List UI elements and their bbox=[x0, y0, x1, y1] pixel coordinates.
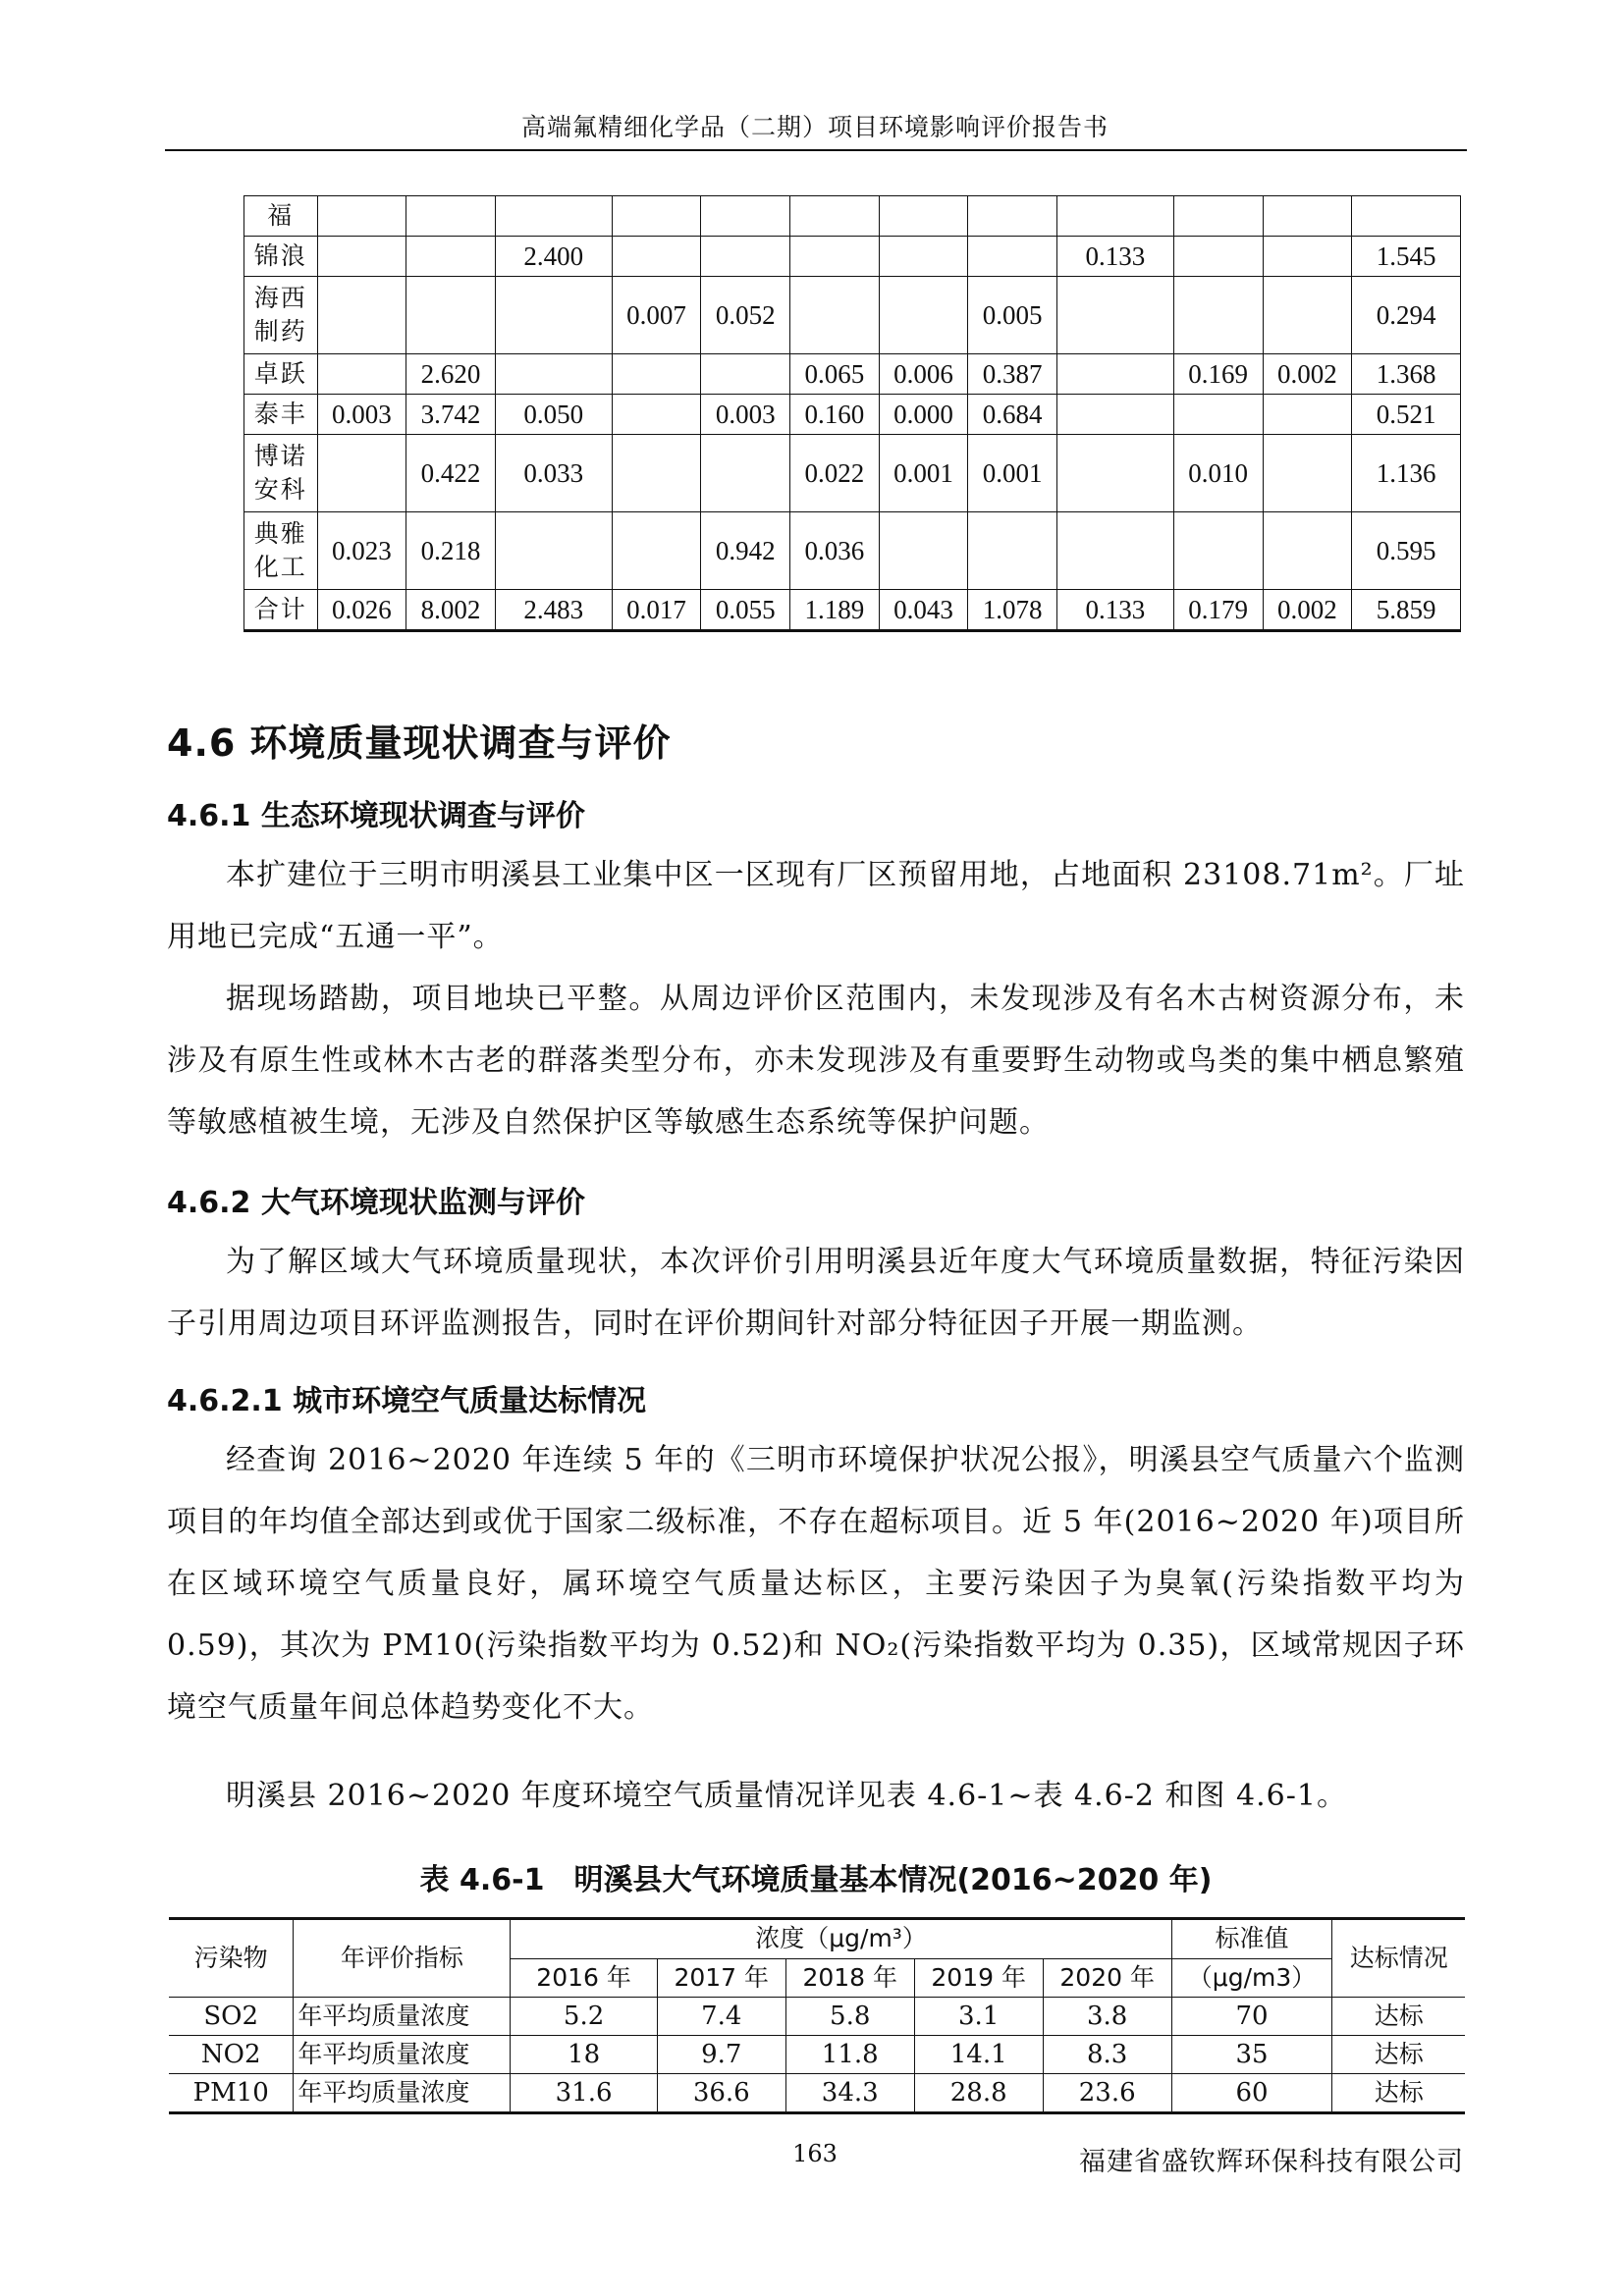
concentration-cell: 11.8 bbox=[785, 2036, 914, 2074]
emission-value-cell: 0.684 bbox=[968, 395, 1057, 435]
paragraph-site bbox=[167, 844, 1465, 968]
emission-value-cell bbox=[406, 237, 496, 277]
emission-value-cell bbox=[701, 196, 790, 237]
emission-value-cell bbox=[317, 277, 406, 354]
emission-value-cell bbox=[495, 354, 612, 395]
concentration-cell: 7.4 bbox=[657, 1998, 785, 2036]
emission-value-cell: 0.294 bbox=[1352, 277, 1461, 354]
air-quality-table bbox=[169, 1917, 1465, 2114]
emission-value-cell bbox=[1173, 395, 1263, 435]
emission-value-cell bbox=[879, 196, 968, 237]
paragraph-air-intro: 为了解区域大气环境质量现状，本次评价引用明溪县近年度大气环境质量数据，特征污染因子引用周边项目环评监测报告，同时在评价期间针对部分特征因子开展一期监测。 bbox=[167, 1245, 1465, 1341]
emission-source-name: 福 bbox=[244, 196, 318, 237]
emission-value-cell: 0.002 bbox=[1263, 354, 1352, 395]
emission-value-cell bbox=[1263, 435, 1352, 512]
emission-value-cell: 5.859 bbox=[1352, 590, 1461, 631]
emission-value-cell bbox=[1056, 277, 1173, 354]
table-caption: 表 4.6-1 明溪县大气环境质量基本情况(2016~2020 年) bbox=[419, 1863, 1213, 1897]
emission-value-cell bbox=[790, 237, 880, 277]
emission-value-cell: 0.017 bbox=[612, 590, 701, 631]
emission-value-cell bbox=[1056, 435, 1173, 512]
emission-value-cell bbox=[612, 237, 701, 277]
emission-table-row bbox=[244, 196, 1461, 237]
emission-value-cell: 0.218 bbox=[406, 512, 496, 590]
emission-value-cell bbox=[1352, 196, 1461, 237]
concentration-cell: 18 bbox=[511, 2036, 657, 2074]
emission-source-name: 博诺安科 bbox=[244, 435, 318, 512]
emission-value-cell: 0.007 bbox=[612, 277, 701, 354]
emission-source-name: 海西制药 bbox=[244, 277, 318, 354]
pollutant-cell: SO2 bbox=[169, 1998, 294, 2036]
air-quality-row bbox=[169, 1998, 1465, 2036]
emission-value-cell bbox=[1056, 354, 1173, 395]
concentration-cell: 5.2 bbox=[511, 1998, 657, 2036]
emission-value-cell bbox=[317, 196, 406, 237]
emission-value-cell: 2.400 bbox=[495, 237, 612, 277]
emission-value-cell: 0.942 bbox=[701, 512, 790, 590]
emission-value-cell bbox=[1173, 277, 1263, 354]
pollutant-cell: PM10 bbox=[169, 2074, 294, 2113]
subsection-title-city-air: 4.6.2.1 城市环境空气质量达标情况 bbox=[167, 1384, 647, 1418]
emission-value-cell: 1.368 bbox=[1352, 354, 1461, 395]
concentration-cell: 8.3 bbox=[1043, 2036, 1171, 2074]
header-year: 2018 年 bbox=[785, 1958, 914, 1998]
emission-value-cell bbox=[612, 196, 701, 237]
emission-table bbox=[243, 195, 1461, 632]
emission-value-cell bbox=[1263, 237, 1352, 277]
emission-table-row bbox=[244, 354, 1461, 395]
emission-value-cell bbox=[317, 354, 406, 395]
emission-value-cell bbox=[1056, 395, 1173, 435]
emission-value-cell: 2.483 bbox=[495, 590, 612, 631]
emission-value-cell: 0.133 bbox=[1056, 590, 1173, 631]
emission-table-row bbox=[244, 237, 1461, 277]
emission-value-cell bbox=[790, 196, 880, 237]
emission-value-cell: 0.026 bbox=[317, 590, 406, 631]
emission-value-cell bbox=[495, 512, 612, 590]
header-rule bbox=[165, 149, 1467, 151]
company-name: 福建省盛钦辉环保科技有限公司 bbox=[1079, 2147, 1464, 2177]
subsection-title-ecology: 4.6.1 生态环境现状调查与评价 bbox=[167, 799, 585, 833]
running-header: 高端氟精细化学品（二期）项目环境影响评价报告书 bbox=[520, 113, 1109, 141]
concentration-cell: 34.3 bbox=[785, 2074, 914, 2113]
emission-table-row bbox=[244, 395, 1461, 435]
pollutant-cell: NO2 bbox=[169, 2036, 294, 2074]
concentration-cell: 9.7 bbox=[657, 2036, 785, 2074]
emission-value-cell bbox=[701, 354, 790, 395]
emission-value-cell bbox=[879, 277, 968, 354]
header-year: 2020 年 bbox=[1043, 1958, 1171, 1998]
emission-value-cell: 0.052 bbox=[701, 277, 790, 354]
emission-value-cell: 0.003 bbox=[701, 395, 790, 435]
emission-value-cell bbox=[1263, 277, 1352, 354]
page-number: 163 bbox=[792, 2140, 838, 2167]
emission-table-row bbox=[244, 435, 1461, 512]
emission-value-cell: 0.133 bbox=[1056, 237, 1173, 277]
emission-value-cell bbox=[1263, 196, 1352, 237]
emission-value-cell: 0.065 bbox=[790, 354, 880, 395]
emission-value-cell: 0.033 bbox=[495, 435, 612, 512]
emission-value-cell bbox=[1263, 395, 1352, 435]
emission-value-cell bbox=[612, 512, 701, 590]
emission-value-cell bbox=[968, 512, 1057, 590]
emission-value-cell bbox=[1263, 512, 1352, 590]
emission-source-name: 锦浪 bbox=[244, 237, 318, 277]
emission-value-cell bbox=[612, 395, 701, 435]
emission-value-cell: 1.136 bbox=[1352, 435, 1461, 512]
emission-value-cell: 0.010 bbox=[1173, 435, 1263, 512]
header-standard: 标准值 bbox=[1171, 1919, 1332, 1959]
concentration-cell: 23.6 bbox=[1043, 2074, 1171, 2113]
air-quality-row bbox=[169, 2074, 1465, 2113]
emission-value-cell: 0.002 bbox=[1263, 590, 1352, 631]
emission-value-cell bbox=[701, 237, 790, 277]
header-index: 年评价指标 bbox=[294, 1919, 511, 1998]
emission-value-cell: 0.422 bbox=[406, 435, 496, 512]
concentration-cell: 14.1 bbox=[914, 2036, 1043, 2074]
emission-value-cell bbox=[1056, 512, 1173, 590]
emission-value-cell: 3.742 bbox=[406, 395, 496, 435]
emission-source-name: 泰丰 bbox=[244, 395, 318, 435]
emission-value-cell: 0.050 bbox=[495, 395, 612, 435]
emission-value-cell bbox=[968, 237, 1057, 277]
emission-value-cell: 0.022 bbox=[790, 435, 880, 512]
emission-value-cell: 1.545 bbox=[1352, 237, 1461, 277]
emission-value-cell: 0.169 bbox=[1173, 354, 1263, 395]
concentration-cell: 5.8 bbox=[785, 1998, 914, 2036]
emission-source-name: 卓跃 bbox=[244, 354, 318, 395]
emission-value-cell bbox=[790, 277, 880, 354]
emission-value-cell bbox=[701, 435, 790, 512]
concentration-cell: 3.8 bbox=[1043, 1998, 1171, 2036]
emission-value-cell: 1.189 bbox=[790, 590, 880, 631]
emission-value-cell: 2.620 bbox=[406, 354, 496, 395]
header-year: 2019 年 bbox=[914, 1958, 1043, 1998]
status-cell: 达标 bbox=[1332, 1998, 1465, 2036]
paragraph-site-text: 本扩建位于三明市明溪县工业集中区一区现有厂区预留用地，占地面积 23108.71m²。厂址用地已完成“五通一平”。 bbox=[167, 858, 1465, 954]
paragraph-air-status: 经查询 2016~2020 年连续 5 年的《三明市环境保护状况公报》，明溪县空气质量六个监测项目的年均值全部达到或优于国家二级标准，不存在超标项目。近 5 年(2016~2020 年)项目所在区域环境空气质量良好，属环境空气质量达标区，主要污染因子为臭氧(污染指数平均为 0.59)，其次为 PM10(污染指数平均为 0.52)和 NO₂(污染指数平均为 0.35)，区域常规因子环境空气质量年间总体趋势变化不大。 bbox=[167, 1443, 1465, 1725]
emission-value-cell: 0.001 bbox=[879, 435, 968, 512]
status-cell: 达标 bbox=[1332, 2074, 1465, 2113]
index-cell: 年平均质量浓度 bbox=[294, 1998, 511, 2036]
emission-value-cell bbox=[612, 354, 701, 395]
emission-value-cell bbox=[612, 435, 701, 512]
air-quality-row bbox=[169, 2036, 1465, 2074]
emission-value-cell: 0.000 bbox=[879, 395, 968, 435]
emission-value-cell bbox=[406, 196, 496, 237]
section-title: 4.6 环境质量现状调查与评价 bbox=[167, 721, 672, 765]
emission-value-cell: 0.003 bbox=[317, 395, 406, 435]
emission-value-cell bbox=[495, 196, 612, 237]
emission-value-cell bbox=[879, 512, 968, 590]
standard-cell: 60 bbox=[1171, 2074, 1332, 2113]
emission-value-cell bbox=[968, 196, 1057, 237]
concentration-cell: 3.1 bbox=[914, 1998, 1043, 2036]
header-status: 达标情况 bbox=[1332, 1919, 1465, 1998]
emission-source-name: 典雅化工 bbox=[244, 512, 318, 590]
emission-value-cell: 0.043 bbox=[879, 590, 968, 631]
concentration-cell: 31.6 bbox=[511, 2074, 657, 2113]
emission-value-cell: 0.387 bbox=[968, 354, 1057, 395]
emission-value-cell bbox=[1173, 196, 1263, 237]
emission-value-cell: 0.160 bbox=[790, 395, 880, 435]
emission-value-cell bbox=[1173, 237, 1263, 277]
emission-value-cell bbox=[406, 277, 496, 354]
index-cell: 年平均质量浓度 bbox=[294, 2074, 511, 2113]
header-concentration: 浓度（μg/m³） bbox=[511, 1919, 1171, 1959]
paragraph-survey: 据现场踏勘，项目地块已平整。从周边评价区范围内，未发现涉及有名木古树资源分布，未涉及有原生性或林木古老的群落类型分布，亦未发现涉及有重要野生动物或鸟类的集中栖息繁殖等敏感植被生境，无涉及自然保护区等敏感生态系统等保护问题。 bbox=[167, 982, 1465, 1140]
header-standard-unit: （μg/m3） bbox=[1171, 1958, 1332, 1998]
emission-value-cell: 1.078 bbox=[968, 590, 1057, 631]
emission-value-cell bbox=[879, 237, 968, 277]
emission-value-cell: 0.005 bbox=[968, 277, 1057, 354]
concentration-cell: 36.6 bbox=[657, 2074, 785, 2113]
paragraph-table-ref: 明溪县 2016~2020 年度环境空气质量情况详见表 4.6-1~表 4.6-2 和图 4.6-1。 bbox=[226, 1779, 1347, 1813]
emission-value-cell: 0.595 bbox=[1352, 512, 1461, 590]
emission-value-cell bbox=[317, 237, 406, 277]
header-year: 2017 年 bbox=[657, 1958, 785, 1998]
concentration-cell: 28.8 bbox=[914, 2074, 1043, 2113]
emission-value-cell bbox=[495, 277, 612, 354]
header-pollutant: 污染物 bbox=[169, 1919, 294, 1998]
emission-value-cell: 8.002 bbox=[406, 590, 496, 631]
emission-source-name: 合计 bbox=[244, 590, 318, 631]
subsection-title-air: 4.6.2 大气环境现状监测与评价 bbox=[167, 1186, 585, 1220]
header-year: 2016 年 bbox=[511, 1958, 657, 1998]
emission-table-row bbox=[244, 590, 1461, 631]
emission-value-cell bbox=[1056, 196, 1173, 237]
emission-value-cell: 0.023 bbox=[317, 512, 406, 590]
emission-table-row bbox=[244, 512, 1461, 590]
emission-value-cell bbox=[1173, 512, 1263, 590]
emission-value-cell: 0.036 bbox=[790, 512, 880, 590]
standard-cell: 35 bbox=[1171, 2036, 1332, 2074]
status-cell: 达标 bbox=[1332, 2036, 1465, 2074]
index-cell: 年平均质量浓度 bbox=[294, 2036, 511, 2074]
emission-value-cell: 0.055 bbox=[701, 590, 790, 631]
emission-value-cell: 0.521 bbox=[1352, 395, 1461, 435]
emission-value-cell: 0.179 bbox=[1173, 590, 1263, 631]
standard-cell: 70 bbox=[1171, 1998, 1332, 2036]
emission-table-row bbox=[244, 277, 1461, 354]
emission-value-cell: 0.001 bbox=[968, 435, 1057, 512]
emission-value-cell: 0.006 bbox=[879, 354, 968, 395]
emission-value-cell bbox=[317, 435, 406, 512]
